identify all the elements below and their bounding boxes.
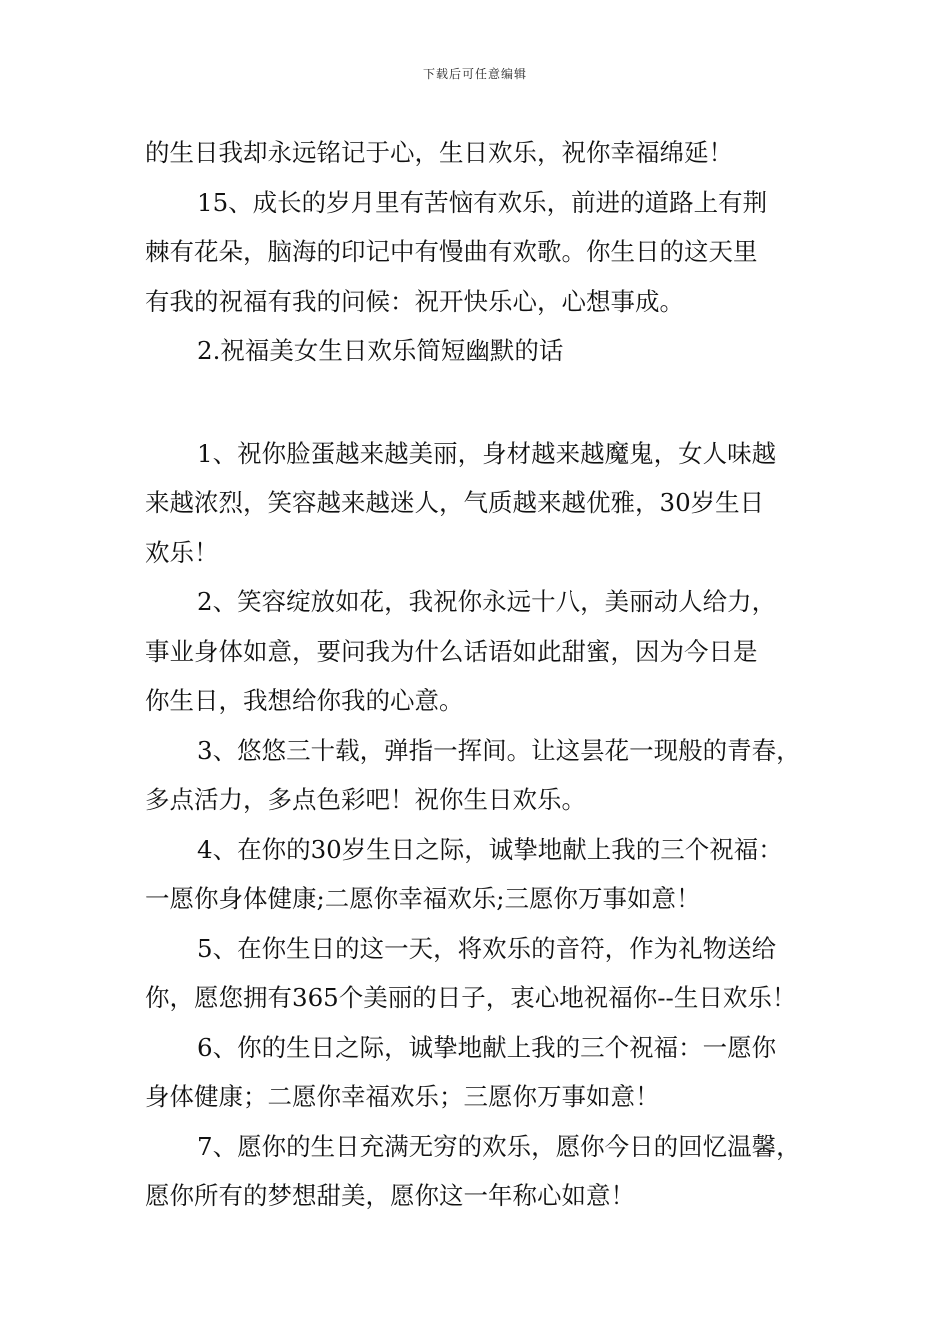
- blank-gap: [145, 376, 815, 429]
- paragraph: [145, 924, 815, 1023]
- paragraph: [145, 726, 815, 825]
- paragraph: [145, 1023, 815, 1122]
- text-line: 有我的祝福有我的问候：祝开快乐心，心想事成。: [145, 286, 684, 316]
- text-line: 身体健康；二愿你幸福欢乐；三愿你万事如意！: [145, 1082, 660, 1111]
- text-line: 棘有花朵，脑海的印记中有慢曲有欢歌。你生日的这天里: [145, 237, 758, 266]
- paragraph: [145, 1122, 815, 1221]
- paragraph: [145, 825, 815, 924]
- text-line: 6、你的生日之际，诚挚地献上我的三个祝福：一愿你: [197, 1032, 777, 1062]
- paragraph: [145, 178, 815, 327]
- paragraph: [145, 128, 815, 178]
- section-heading: [145, 326, 815, 376]
- heading-line: 2.祝福美女生日欢乐简短幽默的话: [197, 336, 564, 365]
- text-line: 一愿你身体健康;二愿你幸福欢乐;三愿你万事如意！: [145, 884, 701, 913]
- text-line: 欢乐！: [145, 537, 219, 567]
- text-line: 事业身体如意，要问我为什么话语如此甜蜜，因为今日是: [145, 636, 758, 666]
- paragraph: [145, 577, 815, 726]
- text-line: 你，愿您拥有365个美丽的日子，衷心地祝福你--生日欢乐！: [145, 983, 797, 1012]
- page-header: 下载后可任意编辑: [422, 67, 527, 81]
- text-line: 多点活力，多点色彩吧！祝你生日欢乐。: [145, 785, 586, 814]
- text-line: 1、祝你脸蛋越来越美丽，身材越来越魔鬼，女人味越: [197, 438, 777, 468]
- text-line: 7、愿你的生日充满无穷的欢乐，愿你今日的回忆温馨，: [197, 1131, 801, 1161]
- text-line: 3、悠悠三十载，弹指一挥间。让这昙花一现般的青春，: [197, 735, 801, 765]
- text-line: 15、成长的岁月里有苦恼有欢乐，前进的道路上有荆: [197, 187, 768, 217]
- text-line: 2、笑容绽放如花，我祝你永远十八，美丽动人给力，: [197, 587, 777, 616]
- text-line: 的生日我却永远铭记于心，生日欢乐，祝你幸福绵延！: [145, 138, 733, 167]
- text-line: 愿你所有的梦想甜美，愿你这一年称心如意！: [145, 1181, 635, 1210]
- document-body: [145, 128, 815, 1221]
- text-line: 你生日，我想给你我的心意。: [145, 686, 464, 715]
- text-line: 5、在你生日的这一天，将欢乐的音符，作为礼物送给: [197, 933, 777, 963]
- text-line: 4、在你的30岁生日之际，诚挚地献上我的三个祝福：: [197, 834, 783, 864]
- text-line: 来越浓烈，笑容越来越迷人，气质越来越优雅，30岁生日: [145, 488, 765, 517]
- paragraph: [145, 429, 815, 578]
